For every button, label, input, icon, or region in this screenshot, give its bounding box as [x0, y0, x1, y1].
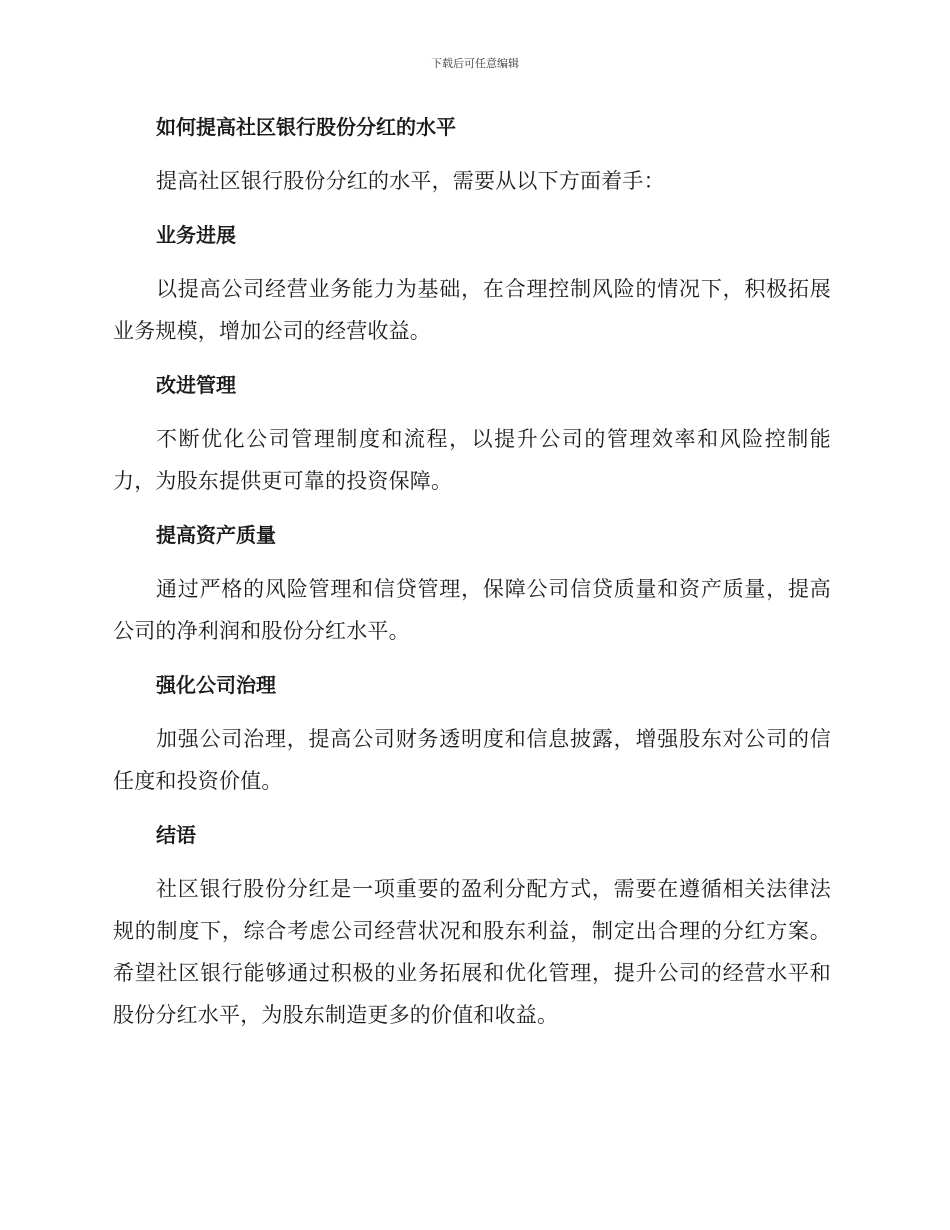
section-heading-conclusion: 结语 [156, 823, 196, 847]
document-body [113, 108, 831, 1036]
section-body-asset-quality: 通过严格的风险管理和信贷管理，保障公司信贷质量和资产质量，提高公司的净利润和股份分红水平。 [113, 577, 831, 643]
section-heading-management: 改进管理 [156, 373, 236, 397]
page-header: 下载后可任意编辑 [431, 57, 519, 70]
section-body-governance: 加强公司治理，提高公司财务透明度和信息披露，增强股东对公司的信任度和投资价值。 [113, 727, 831, 793]
section-heading-business: 业务进展 [156, 223, 236, 247]
intro-paragraph: 提高社区银行股份分红的水平，需要从以下方面着手： [156, 169, 665, 193]
section-heading-governance: 强化公司治理 [156, 673, 276, 697]
document-title: 如何提高社区银行股份分红的水平 [156, 115, 456, 139]
section-body-conclusion: 社区银行股份分红是一项重要的盈利分配方式，需要在遵循相关法律法规的制度下，综合考虑公司经营状况和股东利益，制定出合理的分红方案。希望社区银行能够通过积极的业务拓展和优化管理，提升公司的经营水平和股份分红水平，为股东制造更多的价值和收益。 [113, 877, 831, 1027]
section-body-business: 以提高公司经营业务能力为基础，在合理控制风险的情况下，积极拓展业务规模，增加公司的经营收益。 [113, 277, 831, 343]
section-heading-asset-quality: 提高资产质量 [156, 523, 276, 547]
section-body-management: 不断优化公司管理制度和流程，以提升公司的管理效率和风险控制能力，为股东提供更可靠的投资保障。 [113, 427, 831, 493]
